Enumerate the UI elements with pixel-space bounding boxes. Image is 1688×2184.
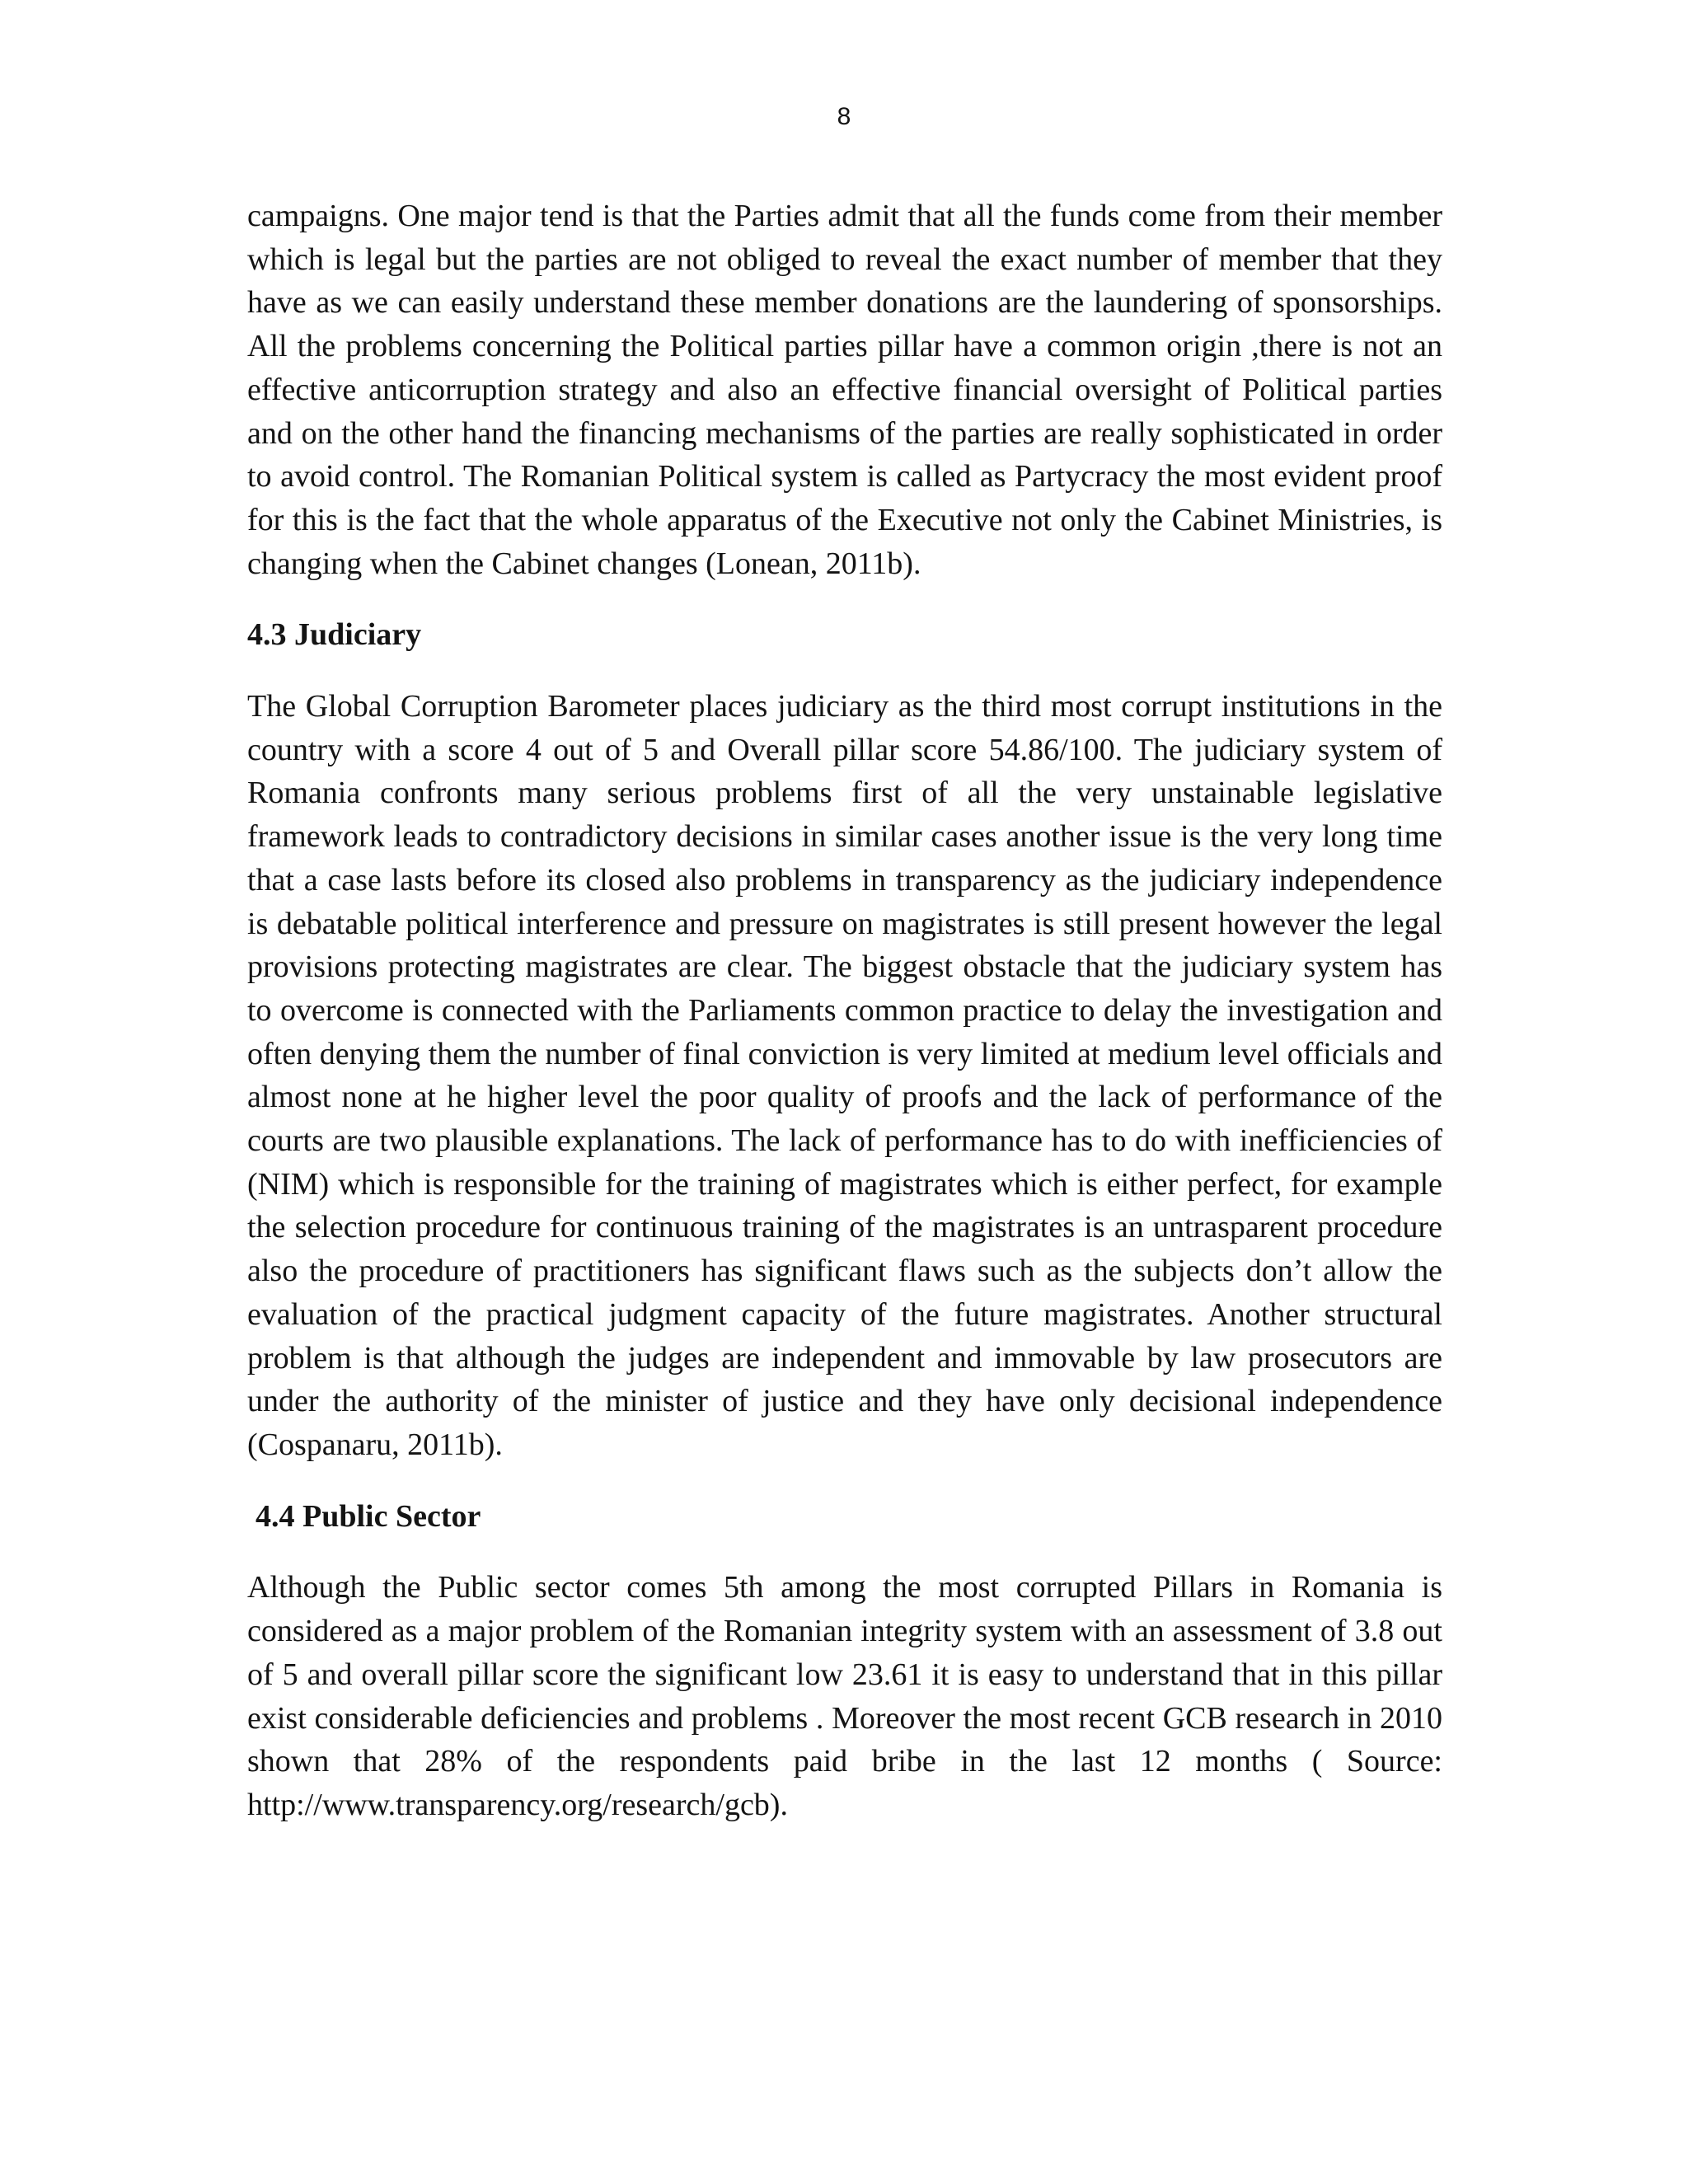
section-heading-judiciary: 4.3 Judiciary	[247, 617, 422, 653]
paragraph-political-parties: campaigns. One major tend is that the Parties admit that all the funds come from their member which is legal but the parties are not obliged to reveal the exact number of member that they have as we can easily understand these member donations are the laundering of sponsorships. All the problems concerning the Political parties pillar have a common origin ,there is not an effective anticorruption strategy and also an effective financial oversight of Political parties and on the other hand the financing mechanisms of the parties are really sophisticated in order to avoid control. The Romanian Political system is called as Partycracy the most evident proof for this is the fact that the whole apparatus of the Executive not only the Cabinet Ministries, is changing when the Cabinet changes (Lonean, 2011b).	[247, 199, 1442, 581]
document-body	[247, 194, 1442, 1827]
page-number: 8	[837, 103, 851, 130]
paragraph-judiciary: The Global Corruption Barometer places judiciary as the third most corrupt institutions in the country with a score 4 out of 5 and Overall pillar score 54.86/100. The judiciary system of Romania confronts many serious problems first of all the very unstainable legislative framework leads to contradictory decisions in similar cases another issue is the very long time that a case lasts before its closed also problems in transparency as the judiciary independence is debatable political interference and pressure on magistrates is still present however the legal provisions protecting magistrates are clear. The biggest obstacle that the judiciary system has to overcome is connected with the Parliaments common practice to delay the investigation and often denying them the number of final conviction is very limited at medium level officials and almost none at he higher level the poor quality of proofs and the lack of performance of the courts are two plausible explanations. The lack of performance has to do with inefficiencies of (NIM) which is responsible for the training of magistrates which is either perfect, for example the selection procedure for continuous training of the magistrates is an untrasparent procedure also the procedure of practitioners has significant flaws such as the subjects don’t allow the evaluation of the practical judgment capacity of the future magistrates. Another structural problem is that although the judges are independent and immovable by law prosecutors are under the authority of the minister of justice and they have only decisional independence (Cospanaru, 2011b).	[247, 689, 1442, 1462]
paragraph-public-sector: Although the Public sector comes 5th among the most corrupted Pillars in Romania is considered as a major problem of the Romanian integrity system with an assessment of 3.8 out of 5 and overall pillar score the significant low 23.61 it is easy to understand that in this pillar exist considerable deficiencies and problems . Moreover the most recent GCB research in 2010 shown that 28% of the respondents paid bribe in the last 12 months ( Source: http://www.transparency.org/research/gcb).	[247, 1570, 1442, 1822]
section-heading-public-sector: 4.4 Public Sector	[256, 1498, 481, 1534]
